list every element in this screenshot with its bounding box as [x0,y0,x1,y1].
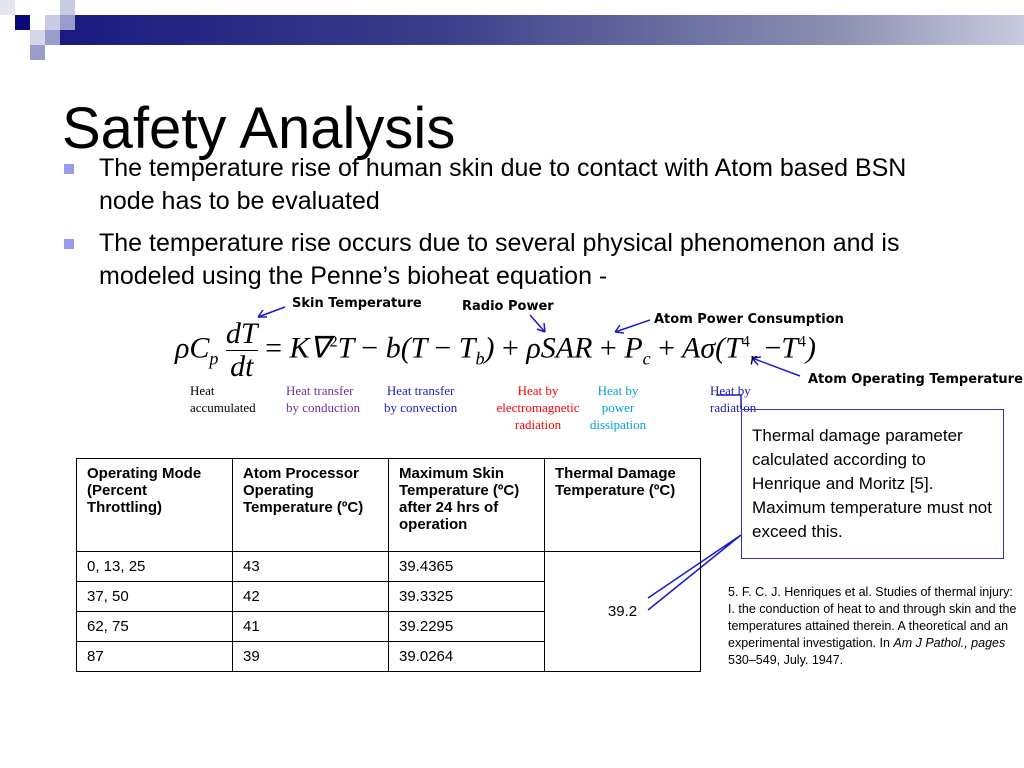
results-table [76,458,701,672]
table-cell: 43 [233,552,389,582]
term-convection: Heat transfer by convection [384,383,458,415]
table-header: Maximum Skin Temperature (ºC) after 24 hrs of operation [389,459,545,552]
table-cell: 41 [233,612,389,642]
table-cell: 62, 75 [77,612,233,642]
table-header-row [77,459,701,552]
table-cell: 39.3325 [389,582,545,612]
term-conduction: Heat transfer by conduction [286,383,361,415]
term-radiation: Heat by radiation [710,383,757,415]
table-header: Atom Processor Operating Temperature (ºC) [233,459,389,552]
annotation-radio-power: Radio Power [462,299,554,314]
reference-citation: 5. F. C. J. Henriques et al. Studies of thermal injury: I. the conduction of heat to and through skin and the temperatures attained therein. A theoretical and an experimental investigation. In Am J Pathol., pages 530–549, July. 1947. [728,585,1017,667]
annotation-skin-temperature: Skin Temperature [292,296,422,311]
table-cell: 39.0264 [389,642,545,672]
table-row [77,552,701,582]
table-cell: 39.4365 [389,552,545,582]
table-cell: 39 [233,642,389,672]
thermal-damage-note: Thermal damage parameter calculated according to Henrique and Moritz [5]. Maximum temperature must not exceed this. [741,409,1004,559]
thermal-damage-value: 39.2 [545,552,701,672]
table-cell: 42 [233,582,389,612]
slide-title: Safety Analysis [62,96,456,161]
annotation-atom-power: Atom Power Consumption [654,312,844,327]
term-electromagnetic: Heat by electromagnetic radiation [496,383,580,432]
annotation-atom-temperature: Atom Operating Temperature [808,372,1023,387]
term-power-dissipation: Heat by power dissipation [589,383,647,432]
table-cell: 39.2295 [389,612,545,642]
table-header: Operating Mode (Percent Throttling) [77,459,233,552]
table-header: Thermal Damage Temperature (ºC) [545,459,701,552]
bullet-1: The temperature rise of human skin due to contact with Atom based BSN node has to be evaluated [64,152,964,218]
bullet-2: The temperature rise occurs due to several physical phenomenon and is modeled using the Penne’s bioheat equation - [64,227,964,293]
table-cell: 0, 13, 25 [77,552,233,582]
table-cell: 37, 50 [77,582,233,612]
table-cell: 87 [77,642,233,672]
bioheat-equation: $\rho C_p$ $\frac{dT}{dt}$ = $K\nabla^2T - b(T - T_b) + \rho SAR + P_c + A\sigma(T^4_r -T^4)$ [175,317,816,383]
term-heat-accumulated: Heat accumulated [190,383,256,415]
